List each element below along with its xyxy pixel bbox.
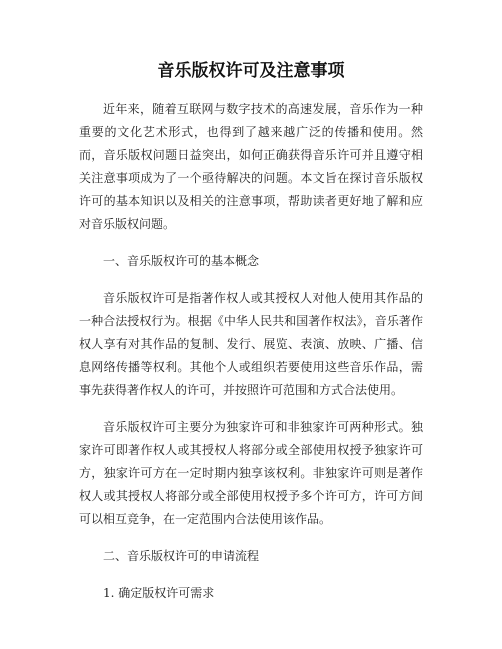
- concept-paragraph: 音乐版权许可是指著作权人或其授权人对他人使用其作品的一种合法授权行为。根据《中华人民共和国著作权法》，音乐著作权人享有对其作品的复制、发行、展览、表演、放映、广播、信息网络传播等权利。其他个人或组织若要使用这些音乐作品，需事先获得著作权人的许可，并按照许可范围和方式合法使用。: [79, 291, 423, 397]
- section-heading-1: 一、音乐版权许可的基本概念: [103, 254, 260, 268]
- document-title: 音乐版权许可及注意事项: [157, 61, 345, 81]
- section-heading-2: 二、音乐版权许可的申请流程: [103, 549, 260, 563]
- intro-paragraph: 近年来，随着互联网与数字技术的高速发展，音乐作为一种重要的文化艺术形式，也得到了越来越广泛的传播和使用。然而，音乐版权问题日益突出，如何正确获得音乐许可并且遵守相关注意事项成为了一个亟待解决的问题。本文旨在探讨音乐版权许可的基本知识以及相关的注意事项，帮助读者更好地了解和应对音乐版权问题。: [79, 102, 423, 231]
- subsection-heading-1: 1. 确定版权许可需求: [103, 586, 215, 600]
- license-types-paragraph: 音乐版权许可主要分为独家许可和非独家许可两种形式。独家许可即著作权人或其授权人将部分或全部使用权授予独家许可方，独家许可方在一定时期内独享该权利。非独家许可则是著作权人或其授权人将部分或全部使用权授予多个许可方，许可方间可以相互竞争，在一定范围内合法使用该作品。: [79, 420, 423, 526]
